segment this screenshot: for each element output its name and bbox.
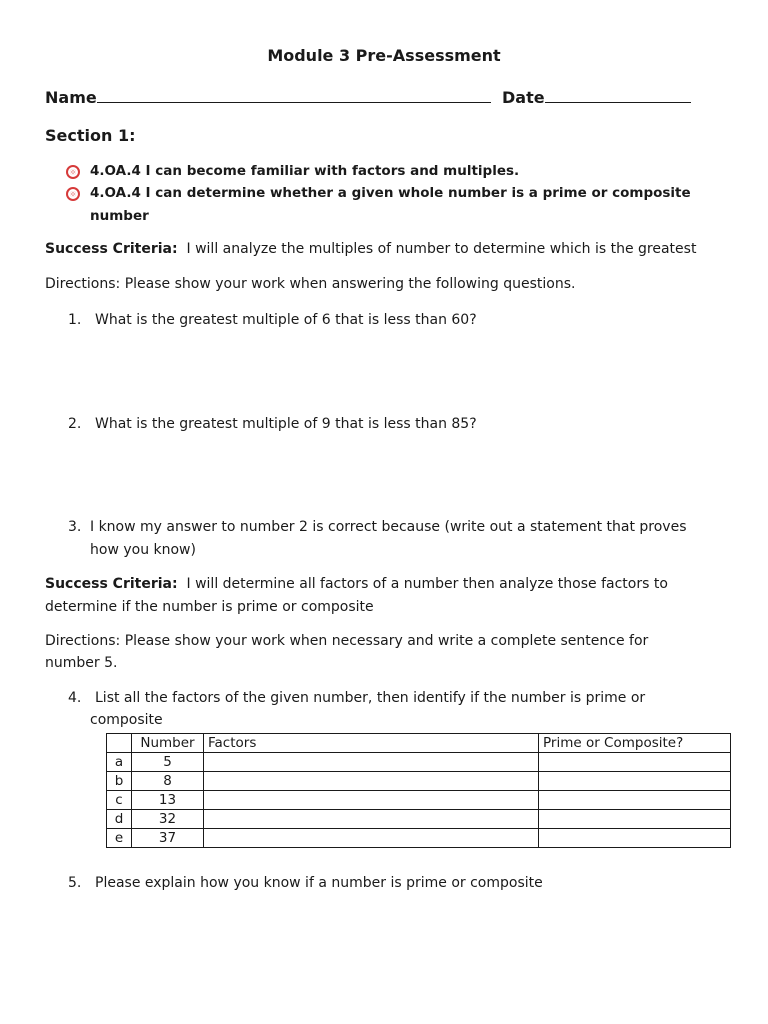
directions-1: Directions: Please show your work when answering the following questions.	[45, 276, 576, 292]
factors-answer-cell[interactable]	[204, 791, 539, 810]
table-row	[107, 772, 731, 791]
question-4-text: List all the factors of the given number, then identify if the number is prime or	[95, 690, 646, 706]
success-criteria-text: I will analyze the multiples of number to determine which is the greatest	[186, 241, 697, 257]
table-row	[107, 829, 731, 848]
target-bullet-icon	[66, 165, 80, 179]
question-1-text: What is the greatest multiple of 6 that is less than 60?	[95, 312, 477, 328]
page-title: Module 3 Pre-Assessment	[267, 46, 501, 65]
factors-answer-cell[interactable]	[204, 753, 539, 772]
objective-2-continued: number	[90, 208, 149, 224]
date-blank-line	[545, 88, 691, 103]
question-2-number: 2.	[68, 416, 82, 432]
row-letter: a	[107, 753, 132, 772]
table-header-cell	[107, 734, 132, 753]
prime-composite-answer-cell[interactable]	[539, 810, 731, 829]
row-number: 37	[132, 829, 204, 848]
factors-answer-cell[interactable]	[204, 772, 539, 791]
row-number: 13	[132, 791, 204, 810]
prime-composite-answer-cell[interactable]	[539, 753, 731, 772]
table-header-row	[107, 734, 731, 753]
objective-1: 4.OA.4 I can become familiar with factors and multiples.	[90, 163, 520, 179]
row-number: 5	[132, 753, 204, 772]
table-header-factors: Factors	[204, 734, 539, 753]
row-number: 32	[132, 810, 204, 829]
question-3-text-continued: how you know)	[90, 542, 196, 558]
question-4-number: 4.	[68, 690, 82, 706]
prime-composite-answer-cell[interactable]	[539, 791, 731, 810]
success-criteria-2-continued: determine if the number is prime or composite	[45, 599, 374, 615]
success-criteria-1	[45, 241, 696, 257]
row-letter: d	[107, 810, 132, 829]
success-criteria-label: Success Criteria:	[45, 241, 178, 257]
factors-answer-cell[interactable]	[204, 829, 539, 848]
directions-2-continued: number 5.	[45, 655, 118, 671]
row-number: 8	[132, 772, 204, 791]
section-heading: Section 1:	[45, 126, 136, 145]
question-1-number: 1.	[68, 312, 82, 328]
success-criteria-2	[45, 576, 668, 592]
factors-answer-cell[interactable]	[204, 810, 539, 829]
prime-composite-answer-cell[interactable]	[539, 772, 731, 791]
row-letter: e	[107, 829, 132, 848]
date-field-row	[502, 88, 691, 107]
success-criteria-text: I will determine all factors of a number then analyze those factors to	[186, 576, 668, 592]
question-3-number: 3.	[68, 519, 82, 535]
table-header-prime-or-composite: Prime or Composite?	[539, 734, 731, 753]
table-row	[107, 791, 731, 810]
date-label: Date	[502, 88, 545, 107]
prime-composite-answer-cell[interactable]	[539, 829, 731, 848]
table-row	[107, 810, 731, 829]
row-letter: b	[107, 772, 132, 791]
factors-table	[106, 733, 731, 848]
row-letter: c	[107, 791, 132, 810]
objective-2: 4.OA.4 I can determine whether a given whole number is a prime or composite	[90, 185, 691, 201]
table-header-number: Number	[132, 734, 204, 753]
directions-2: Directions: Please show your work when necessary and write a complete sentence for	[45, 633, 649, 649]
question-2-text: What is the greatest multiple of 9 that is less than 85?	[95, 416, 477, 432]
success-criteria-label: Success Criteria:	[45, 576, 178, 592]
table-row	[107, 753, 731, 772]
question-3-text: I know my answer to number 2 is correct because (write out a statement that proves	[90, 519, 687, 535]
name-field-row	[45, 88, 491, 107]
name-label: Name	[45, 88, 97, 107]
question-5-number: 5.	[68, 875, 82, 891]
name-blank-line	[97, 88, 491, 103]
question-5-text: Please explain how you know if a number is prime or composite	[95, 875, 543, 891]
target-bullet-icon	[66, 187, 80, 201]
question-4-text-continued: composite	[90, 712, 163, 728]
